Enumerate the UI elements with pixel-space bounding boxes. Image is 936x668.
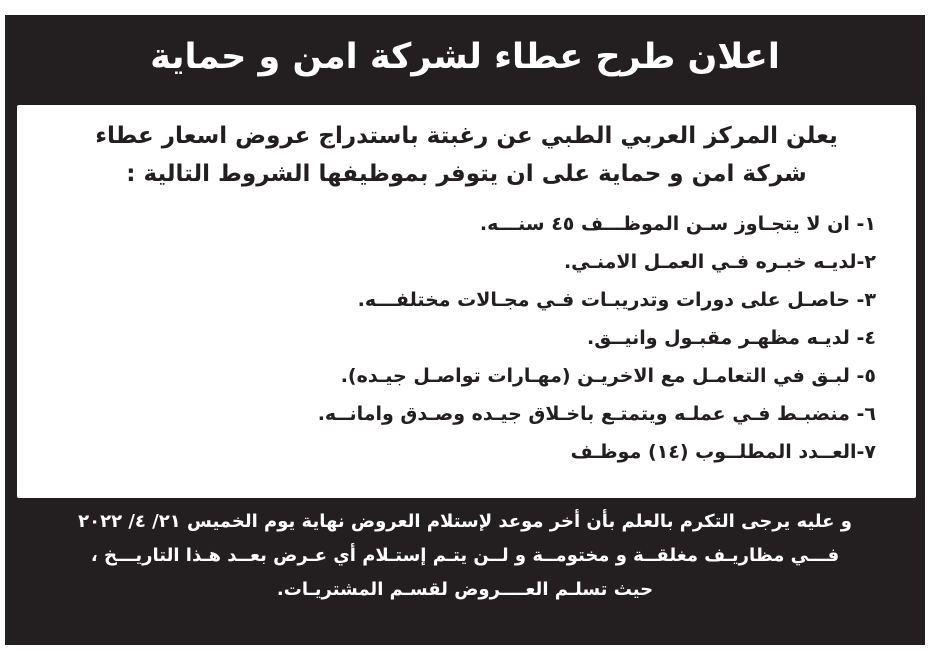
intro-line-2: شركة امن و حماية على ان يتوفر بموظيفها الشروط التالية :	[126, 161, 807, 187]
condition-item-1: ١- ان لا يتجـاوز سـن الموظـــف ٤٥ سنـــه.	[479, 213, 876, 235]
intro-line-1: يعلن المركز العربي الطبي عن رغبتة باستدراج عروض اسعار عطاء	[95, 123, 838, 149]
advertisement-frame	[5, 15, 925, 645]
ad-title: اعلان طرح عطاء لشركة امن و حماية	[150, 37, 780, 77]
ad-body-panel	[17, 105, 916, 498]
ad-footer	[5, 505, 925, 607]
footer-line-3: حيث تسلـم العــــروض لقسـم المشتريـات.	[276, 579, 654, 600]
condition-item-5: ٥- لبـق في التعامـل مع الاخريـن (مهـارات تواصـل جيـده).	[340, 365, 876, 387]
condition-item-6: ٦- منضبـط فـي عملـه ويتمتـع باخـلاق جيـده وصـدق وامانــه.	[317, 403, 876, 425]
condition-item-4: ٤- لديـه مظهـر مقبـول وانيــق.	[587, 327, 876, 349]
conditions-list	[47, 205, 886, 471]
footer-line-2: فـــي مظاريـف مغلقــة و مختومــة و لــن يتـم إستـلام أي عـرض بعــد هـذا التاريـــخ ،	[90, 545, 840, 566]
footer-line-1: و عليه يرجى التكرم بالعلم بأن أخر موعد لإستلام العروض نهاية يوم الخميس ٢١/ ٤/ ٢٠٢٢	[78, 511, 852, 532]
condition-item-3: ٣- حاصـل على دورات وتدريبـات فـي مجـالات مختلفـــه.	[357, 289, 876, 311]
condition-item-2: ٢-لديـه خبـره فـي العمـل الامنـي.	[563, 251, 876, 273]
condition-item-7: ٧-العــدد المطلــوب (١٤) موظـف	[570, 441, 876, 463]
